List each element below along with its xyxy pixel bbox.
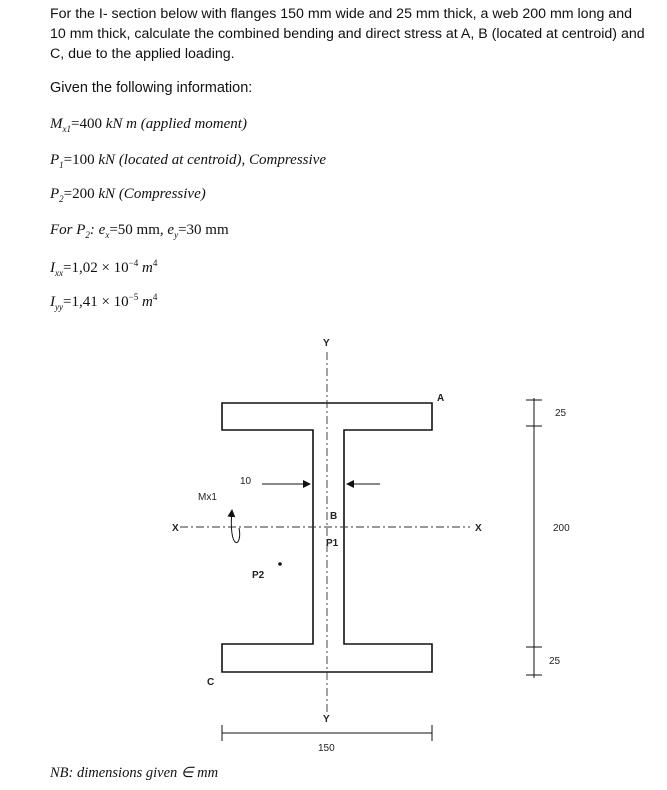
problem-statement: For the I- section below with flanges 150 mm wide and 25 mm thick, a web 200 mm long and 10 mm thick, calculate the combined bending and direct stress at A, B (located at centroid) and C, due to the applied loading. [50,6,645,62]
x-axis-label-right: X [475,523,482,534]
web-thickness-dim: 10 [240,476,252,487]
mx1-label: Mx1 [198,492,217,503]
y-axis-label-bottom: Y [323,714,330,725]
equation-ixx: $I_{xx}=1,02 \times 10^{-4}$ $m^4$ [50,258,158,278]
x-axis-label-left: X [172,523,179,534]
bottom-flange-dim: 25 [549,656,561,667]
equation-mx1: $M_{x1}=400$ kN m (applied moment) [50,116,247,134]
width-dim: 150 [318,743,335,754]
web-height-dim: 200 [553,523,570,534]
point-a-label: A [437,393,445,404]
equation-eccentricity: For $P_2$: $e_x=50$ mm, $e_y=30$ mm [50,222,229,240]
equation-p1: $P_1=100$ kN (located at centroid), Compressive [50,152,326,170]
top-flange-dim: 25 [555,408,567,419]
given-heading: Given the following information: [50,80,253,96]
equation-p2: $P_2=200$ kN (Compressive) [50,186,206,204]
point-b-label: B [330,511,338,522]
p2-point [278,562,282,566]
p2-label: P2 [252,570,265,581]
equation-iyy: $I_{yy}=1,41 \times 10^{-5}$ $m^4$ [50,292,158,312]
moment-arrow [231,510,239,543]
p1-label: P1 [326,538,339,549]
nb-note: NB: dimensions given ∈ mm [50,765,219,781]
y-axis-label-top: Y [323,338,330,349]
point-c-label: C [207,677,215,688]
